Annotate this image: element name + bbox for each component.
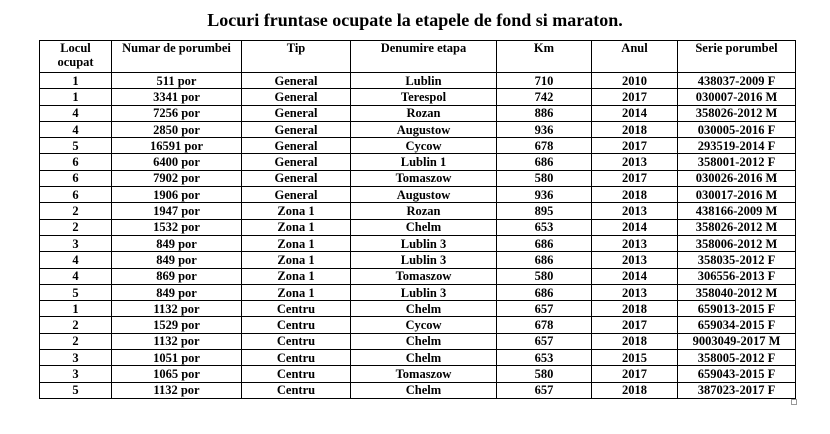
cell-locul: 3 <box>40 350 112 366</box>
column-header-etapa: Denumire etapa <box>351 41 497 73</box>
cell-etapa: Augustow <box>351 187 497 203</box>
table-row <box>40 121 796 137</box>
cell-serie: 030007-2016 M <box>678 89 796 105</box>
table-body <box>40 73 796 399</box>
cell-km: 678 <box>497 317 592 333</box>
cell-locul: 2 <box>40 317 112 333</box>
cell-numar: 16591 por <box>112 138 242 154</box>
cell-numar: 1051 por <box>112 350 242 366</box>
cell-tip: Centru <box>242 366 351 382</box>
cell-numar: 6400 por <box>112 154 242 170</box>
cell-etapa: Cycow <box>351 138 497 154</box>
cell-locul: 3 <box>40 366 112 382</box>
cell-tip: Zona 1 <box>242 203 351 219</box>
cell-numar: 1132 por <box>112 333 242 349</box>
cell-numar: 1132 por <box>112 301 242 317</box>
table-row <box>40 105 796 121</box>
table-row <box>40 73 796 89</box>
cell-locul: 5 <box>40 284 112 300</box>
cell-numar: 2850 por <box>112 121 242 137</box>
cell-km: 653 <box>497 219 592 235</box>
cell-numar: 1947 por <box>112 203 242 219</box>
column-header-locul: Locul ocupat <box>40 41 112 73</box>
cell-tip: General <box>242 170 351 186</box>
column-header-km: Km <box>497 41 592 73</box>
cell-km: 936 <box>497 187 592 203</box>
cell-tip: Centru <box>242 301 351 317</box>
cell-locul: 2 <box>40 203 112 219</box>
cell-tip: Zona 1 <box>242 219 351 235</box>
table-row <box>40 333 796 349</box>
column-header-anul: Anul <box>592 41 678 73</box>
results-table <box>39 40 796 399</box>
cell-anul: 2018 <box>592 121 678 137</box>
cell-numar: 1132 por <box>112 382 242 398</box>
cell-serie: 030026-2016 M <box>678 170 796 186</box>
cell-locul: 6 <box>40 170 112 186</box>
cell-km: 886 <box>497 105 592 121</box>
cell-locul: 6 <box>40 154 112 170</box>
cell-numar: 869 por <box>112 268 242 284</box>
cell-locul: 4 <box>40 105 112 121</box>
table-row <box>40 317 796 333</box>
cell-tip: General <box>242 187 351 203</box>
table-row <box>40 301 796 317</box>
cell-serie: 387023-2017 F <box>678 382 796 398</box>
cell-anul: 2013 <box>592 252 678 268</box>
table-row <box>40 203 796 219</box>
cell-locul: 1 <box>40 89 112 105</box>
cell-km: 895 <box>497 203 592 219</box>
cell-km: 686 <box>497 154 592 170</box>
cell-locul: 3 <box>40 235 112 251</box>
cell-tip: Centru <box>242 333 351 349</box>
cell-etapa: Lublin <box>351 73 497 89</box>
cell-numar: 849 por <box>112 284 242 300</box>
table-row <box>40 350 796 366</box>
table-resize-handle[interactable] <box>791 399 797 405</box>
cell-km: 580 <box>497 366 592 382</box>
cell-etapa: Lublin 3 <box>351 235 497 251</box>
cell-etapa: Lublin 3 <box>351 284 497 300</box>
cell-serie: 358035-2012 F <box>678 252 796 268</box>
cell-tip: Zona 1 <box>242 235 351 251</box>
cell-numar: 7256 por <box>112 105 242 121</box>
cell-km: 936 <box>497 121 592 137</box>
cell-serie: 358006-2012 M <box>678 235 796 251</box>
table-row <box>40 382 796 398</box>
cell-etapa: Lublin 1 <box>351 154 497 170</box>
cell-serie: 9003049-2017 M <box>678 333 796 349</box>
cell-anul: 2018 <box>592 187 678 203</box>
table-row <box>40 235 796 251</box>
column-header-numar: Numar de porumbei <box>112 41 242 73</box>
cell-km: 653 <box>497 350 592 366</box>
cell-numar: 1065 por <box>112 366 242 382</box>
cell-serie: 358026-2012 M <box>678 219 796 235</box>
cell-km: 742 <box>497 89 592 105</box>
cell-etapa: Chelm <box>351 382 497 398</box>
cell-anul: 2018 <box>592 333 678 349</box>
column-header-serie: Serie porumbel <box>678 41 796 73</box>
cell-numar: 7902 por <box>112 170 242 186</box>
table-row <box>40 89 796 105</box>
cell-serie: 358005-2012 F <box>678 350 796 366</box>
cell-tip: Zona 1 <box>242 252 351 268</box>
cell-tip: General <box>242 154 351 170</box>
cell-anul: 2018 <box>592 301 678 317</box>
cell-locul: 1 <box>40 73 112 89</box>
cell-anul: 2014 <box>592 268 678 284</box>
cell-etapa: Tomaszow <box>351 268 497 284</box>
cell-km: 710 <box>497 73 592 89</box>
cell-locul: 2 <box>40 333 112 349</box>
cell-etapa: Rozan <box>351 203 497 219</box>
cell-anul: 2018 <box>592 382 678 398</box>
table-row <box>40 187 796 203</box>
column-header-tip: Tip <box>242 41 351 73</box>
cell-tip: General <box>242 138 351 154</box>
cell-locul: 2 <box>40 219 112 235</box>
cell-serie: 659043-2015 F <box>678 366 796 382</box>
cell-km: 580 <box>497 268 592 284</box>
table-row <box>40 138 796 154</box>
cell-numar: 511 por <box>112 73 242 89</box>
cell-locul: 1 <box>40 301 112 317</box>
cell-anul: 2013 <box>592 154 678 170</box>
cell-serie: 438037-2009 F <box>678 73 796 89</box>
cell-etapa: Lublin 3 <box>351 252 497 268</box>
table-row <box>40 219 796 235</box>
table-row <box>40 154 796 170</box>
cell-tip: Centru <box>242 317 351 333</box>
cell-locul: 6 <box>40 187 112 203</box>
document-title: Locuri fruntase ocupate la etapele de fond si maraton. <box>207 10 623 30</box>
table-row <box>40 268 796 284</box>
cell-anul: 2010 <box>592 73 678 89</box>
cell-serie: 659013-2015 F <box>678 301 796 317</box>
cell-anul: 2014 <box>592 219 678 235</box>
cell-serie: 030017-2016 M <box>678 187 796 203</box>
cell-km: 686 <box>497 252 592 268</box>
cell-serie: 358040-2012 M <box>678 284 796 300</box>
cell-tip: Zona 1 <box>242 268 351 284</box>
cell-etapa: Chelm <box>351 301 497 317</box>
cell-km: 686 <box>497 235 592 251</box>
cell-km: 657 <box>497 301 592 317</box>
cell-serie: 030005-2016 F <box>678 121 796 137</box>
table-row <box>40 252 796 268</box>
cell-numar: 3341 por <box>112 89 242 105</box>
cell-km: 580 <box>497 170 592 186</box>
cell-anul: 2017 <box>592 366 678 382</box>
cell-etapa: Chelm <box>351 350 497 366</box>
cell-tip: General <box>242 105 351 121</box>
cell-tip: General <box>242 73 351 89</box>
cell-locul: 4 <box>40 268 112 284</box>
cell-anul: 2017 <box>592 317 678 333</box>
cell-locul: 4 <box>40 121 112 137</box>
cell-etapa: Tomaszow <box>351 366 497 382</box>
cell-etapa: Cycow <box>351 317 497 333</box>
cell-locul: 4 <box>40 252 112 268</box>
cell-tip: Zona 1 <box>242 284 351 300</box>
cell-km: 657 <box>497 333 592 349</box>
table-header-row <box>40 41 796 73</box>
cell-numar: 1906 por <box>112 187 242 203</box>
cell-anul: 2017 <box>592 170 678 186</box>
cell-serie: 293519-2014 F <box>678 138 796 154</box>
cell-anul: 2013 <box>592 203 678 219</box>
cell-etapa: Chelm <box>351 333 497 349</box>
cell-serie: 306556-2013 F <box>678 268 796 284</box>
cell-anul: 2013 <box>592 235 678 251</box>
cell-anul: 2017 <box>592 89 678 105</box>
cell-locul: 5 <box>40 382 112 398</box>
cell-locul: 5 <box>40 138 112 154</box>
cell-km: 678 <box>497 138 592 154</box>
cell-anul: 2017 <box>592 138 678 154</box>
cell-tip: General <box>242 121 351 137</box>
cell-anul: 2015 <box>592 350 678 366</box>
table-row <box>40 284 796 300</box>
table-row <box>40 366 796 382</box>
cell-km: 657 <box>497 382 592 398</box>
cell-serie: 659034-2015 F <box>678 317 796 333</box>
cell-tip: Centru <box>242 382 351 398</box>
cell-serie: 358026-2012 M <box>678 105 796 121</box>
cell-numar: 1529 por <box>112 317 242 333</box>
cell-km: 686 <box>497 284 592 300</box>
cell-numar: 849 por <box>112 235 242 251</box>
cell-anul: 2013 <box>592 284 678 300</box>
cell-tip: Centru <box>242 350 351 366</box>
cell-etapa: Rozan <box>351 105 497 121</box>
cell-anul: 2014 <box>592 105 678 121</box>
cell-etapa: Tomaszow <box>351 170 497 186</box>
cell-serie: 358001-2012 F <box>678 154 796 170</box>
table-row <box>40 170 796 186</box>
cell-numar: 1532 por <box>112 219 242 235</box>
cell-tip: General <box>242 89 351 105</box>
cell-etapa: Chelm <box>351 219 497 235</box>
cell-numar: 849 por <box>112 252 242 268</box>
cell-etapa: Augustow <box>351 121 497 137</box>
cell-etapa: Terespol <box>351 89 497 105</box>
cell-serie: 438166-2009 M <box>678 203 796 219</box>
